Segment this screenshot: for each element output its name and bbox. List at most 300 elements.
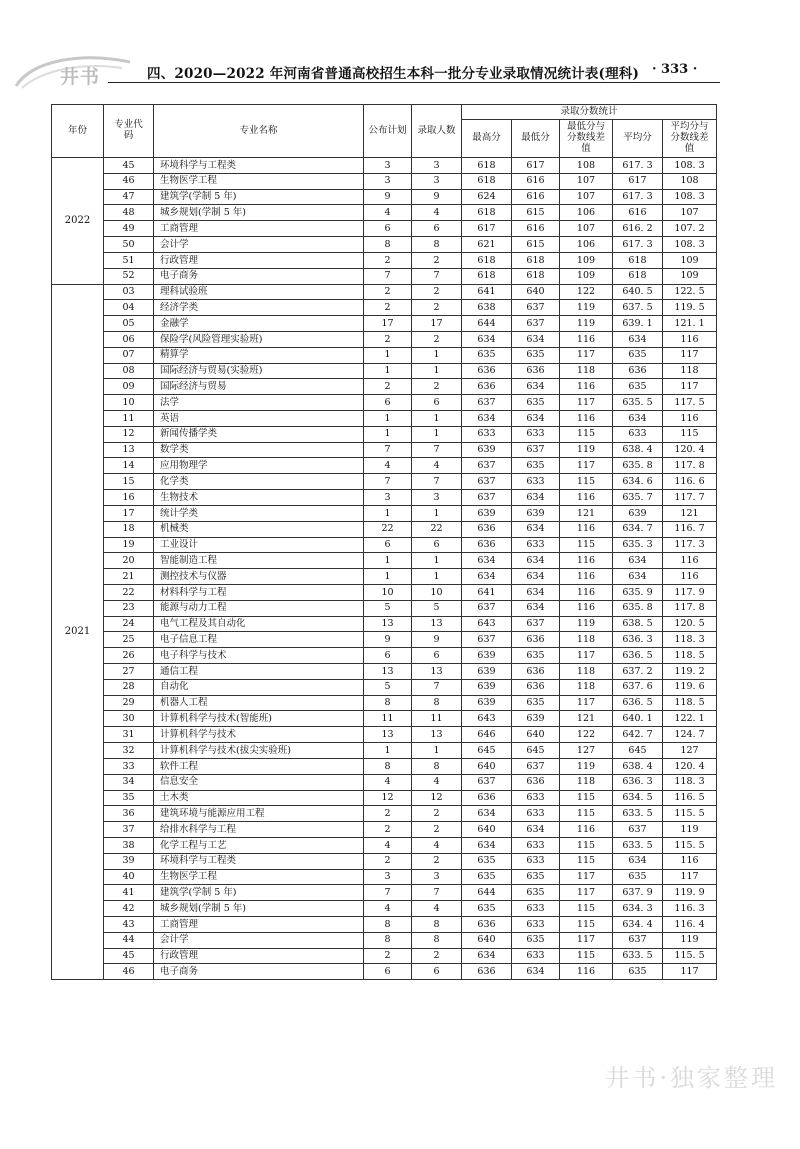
major-name: 经济学类 xyxy=(154,300,364,316)
avg-score-diff: 109 xyxy=(663,252,717,268)
max-score: 621 xyxy=(462,237,512,253)
plan-count: 17 xyxy=(364,316,412,332)
major-code: 23 xyxy=(104,600,154,616)
avg-score-diff: 117. 9 xyxy=(663,584,717,600)
avg-score-diff: 108. 3 xyxy=(663,189,717,205)
avg-score-diff: 116. 3 xyxy=(663,901,717,917)
major-name: 工业设计 xyxy=(154,537,364,553)
min-score-diff: 116 xyxy=(560,411,613,427)
major-name: 机械类 xyxy=(154,521,364,537)
avg-score-diff: 117 xyxy=(663,379,717,395)
avg-score-diff: 127 xyxy=(663,743,717,759)
min-score-diff: 115 xyxy=(560,474,613,490)
plan-count: 8 xyxy=(364,695,412,711)
major-name: 生物医学工程 xyxy=(154,869,364,885)
max-score: 618 xyxy=(462,252,512,268)
table-row xyxy=(52,917,717,933)
admitted-count: 1 xyxy=(412,569,462,585)
plan-count: 12 xyxy=(364,790,412,806)
min-score: 636 xyxy=(512,363,560,379)
avg-score: 637 xyxy=(613,932,663,948)
major-name: 建筑环境与能源应用工程 xyxy=(154,806,364,822)
min-score-diff: 108 xyxy=(560,158,613,174)
major-name: 计算机科学与技术(拔尖实验班) xyxy=(154,743,364,759)
max-score: 637 xyxy=(462,774,512,790)
avg-score-diff: 116. 7 xyxy=(663,521,717,537)
major-code: 51 xyxy=(104,252,154,268)
major-code: 48 xyxy=(104,205,154,221)
avg-score-diff: 108. 3 xyxy=(663,237,717,253)
major-code: 12 xyxy=(104,426,154,442)
min-score-diff: 117 xyxy=(560,648,613,664)
major-code: 14 xyxy=(104,458,154,474)
admitted-count: 13 xyxy=(412,727,462,743)
major-name: 应用物理学 xyxy=(154,458,364,474)
plan-count: 8 xyxy=(364,917,412,933)
major-code: 22 xyxy=(104,584,154,600)
major-name: 会计学 xyxy=(154,932,364,948)
avg-score: 636. 3 xyxy=(613,774,663,790)
max-score: 634 xyxy=(462,837,512,853)
min-score-diff: 115 xyxy=(560,426,613,442)
major-name: 生物医学工程 xyxy=(154,173,364,189)
admitted-count: 3 xyxy=(412,869,462,885)
major-code: 06 xyxy=(104,331,154,347)
plan-count: 3 xyxy=(364,869,412,885)
avg-score: 634 xyxy=(613,331,663,347)
plan-count: 11 xyxy=(364,711,412,727)
plan-count: 2 xyxy=(364,284,412,300)
plan-count: 5 xyxy=(364,679,412,695)
min-score: 637 xyxy=(512,300,560,316)
major-code: 35 xyxy=(104,790,154,806)
major-name: 保险学(风险管理实验班) xyxy=(154,331,364,347)
avg-score: 637. 2 xyxy=(613,664,663,680)
admitted-count: 6 xyxy=(412,221,462,237)
admitted-count: 4 xyxy=(412,205,462,221)
major-name: 国际经济与贸易(实验班) xyxy=(154,363,364,379)
major-name: 行政管理 xyxy=(154,252,364,268)
min-score: 634 xyxy=(512,569,560,585)
avg-score: 635. 7 xyxy=(613,490,663,506)
admitted-count: 6 xyxy=(412,537,462,553)
min-score: 640 xyxy=(512,727,560,743)
header-min-diff: 最低分与分数线差值 xyxy=(560,120,613,158)
min-score: 635 xyxy=(512,458,560,474)
table-row xyxy=(52,569,717,585)
min-score: 634 xyxy=(512,331,560,347)
avg-score: 635. 3 xyxy=(613,537,663,553)
plan-count: 1 xyxy=(364,363,412,379)
major-code: 16 xyxy=(104,490,154,506)
major-name: 金融学 xyxy=(154,316,364,332)
max-score: 640 xyxy=(462,932,512,948)
major-name: 智能制造工程 xyxy=(154,553,364,569)
plan-count: 6 xyxy=(364,964,412,980)
major-code: 10 xyxy=(104,395,154,411)
max-score: 633 xyxy=(462,426,512,442)
major-name: 城乡规划(学制 5 年) xyxy=(154,901,364,917)
admitted-count: 13 xyxy=(412,664,462,680)
admitted-count: 3 xyxy=(412,490,462,506)
avg-score: 634 xyxy=(613,553,663,569)
avg-score-diff: 117. 8 xyxy=(663,600,717,616)
avg-score-diff: 121. 1 xyxy=(663,316,717,332)
min-score: 633 xyxy=(512,948,560,964)
avg-score-diff: 116 xyxy=(663,853,717,869)
major-code: 05 xyxy=(104,316,154,332)
min-score-diff: 118 xyxy=(560,363,613,379)
min-score-diff: 121 xyxy=(560,505,613,521)
avg-score-diff: 120. 5 xyxy=(663,616,717,632)
max-score: 639 xyxy=(462,648,512,664)
max-score: 636 xyxy=(462,363,512,379)
min-score: 634 xyxy=(512,964,560,980)
table-row xyxy=(52,458,717,474)
min-score-diff: 115 xyxy=(560,537,613,553)
max-score: 637 xyxy=(462,458,512,474)
avg-score-diff: 117 xyxy=(663,347,717,363)
major-name: 城乡规划(学制 5 年) xyxy=(154,205,364,221)
major-code: 52 xyxy=(104,268,154,284)
avg-score-diff: 117. 3 xyxy=(663,537,717,553)
max-score: 641 xyxy=(462,284,512,300)
min-score: 633 xyxy=(512,537,560,553)
table-row xyxy=(52,426,717,442)
table-row xyxy=(52,648,717,664)
table-row xyxy=(52,395,717,411)
max-score: 634 xyxy=(462,331,512,347)
major-code: 46 xyxy=(104,964,154,980)
plan-count: 7 xyxy=(364,474,412,490)
major-code: 27 xyxy=(104,664,154,680)
avg-score-diff: 115. 5 xyxy=(663,806,717,822)
min-score: 633 xyxy=(512,806,560,822)
major-code: 30 xyxy=(104,711,154,727)
year-cell: 2022 xyxy=(52,158,104,285)
major-name: 环境科学与工程类 xyxy=(154,853,364,869)
min-score: 635 xyxy=(512,695,560,711)
min-score: 640 xyxy=(512,284,560,300)
min-score: 616 xyxy=(512,173,560,189)
avg-score: 638. 4 xyxy=(613,442,663,458)
min-score-diff: 118 xyxy=(560,679,613,695)
admitted-count: 7 xyxy=(412,268,462,284)
max-score: 634 xyxy=(462,411,512,427)
table-row xyxy=(52,869,717,885)
plan-count: 6 xyxy=(364,537,412,553)
max-score: 636 xyxy=(462,537,512,553)
table-row xyxy=(52,505,717,521)
avg-score-diff: 119. 2 xyxy=(663,664,717,680)
avg-score: 635 xyxy=(613,964,663,980)
avg-score-diff: 116 xyxy=(663,569,717,585)
avg-score: 637. 9 xyxy=(613,885,663,901)
min-score: 633 xyxy=(512,426,560,442)
table-row xyxy=(52,600,717,616)
admitted-count: 1 xyxy=(412,426,462,442)
major-code: 28 xyxy=(104,679,154,695)
avg-score-diff: 119. 5 xyxy=(663,300,717,316)
major-code: 32 xyxy=(104,743,154,759)
admitted-count: 4 xyxy=(412,837,462,853)
max-score: 636 xyxy=(462,790,512,806)
avg-score: 635 xyxy=(613,347,663,363)
min-score: 637 xyxy=(512,316,560,332)
min-score-diff: 116 xyxy=(560,490,613,506)
avg-score: 635. 8 xyxy=(613,458,663,474)
max-score: 639 xyxy=(462,679,512,695)
admitted-count: 1 xyxy=(412,553,462,569)
admitted-count: 2 xyxy=(412,284,462,300)
plan-count: 8 xyxy=(364,758,412,774)
max-score: 636 xyxy=(462,379,512,395)
table-row xyxy=(52,948,717,964)
plan-count: 1 xyxy=(364,743,412,759)
min-score: 633 xyxy=(512,790,560,806)
plan-count: 1 xyxy=(364,426,412,442)
admitted-count: 9 xyxy=(412,189,462,205)
avg-score-diff: 122. 5 xyxy=(663,284,717,300)
table-row xyxy=(52,806,717,822)
table-row xyxy=(52,774,717,790)
avg-score: 637. 6 xyxy=(613,679,663,695)
max-score: 637 xyxy=(462,632,512,648)
header-avg-diff: 平均分与分数线差值 xyxy=(663,120,717,158)
avg-score-diff: 116 xyxy=(663,553,717,569)
major-code: 19 xyxy=(104,537,154,553)
major-code: 17 xyxy=(104,505,154,521)
avg-score: 635 xyxy=(613,379,663,395)
avg-score-diff: 117. 7 xyxy=(663,490,717,506)
max-score: 639 xyxy=(462,695,512,711)
plan-count: 7 xyxy=(364,885,412,901)
header-avg: 平均分 xyxy=(613,120,663,158)
avg-score: 633. 5 xyxy=(613,806,663,822)
max-score: 637 xyxy=(462,474,512,490)
admitted-count: 2 xyxy=(412,300,462,316)
max-score: 635 xyxy=(462,901,512,917)
plan-count: 9 xyxy=(364,632,412,648)
max-score: 624 xyxy=(462,189,512,205)
max-score: 637 xyxy=(462,395,512,411)
table-row xyxy=(52,727,717,743)
plan-count: 2 xyxy=(364,252,412,268)
major-name: 行政管理 xyxy=(154,948,364,964)
avg-score: 618 xyxy=(613,252,663,268)
plan-count: 1 xyxy=(364,411,412,427)
max-score: 645 xyxy=(462,743,512,759)
min-score: 636 xyxy=(512,679,560,695)
min-score-diff: 119 xyxy=(560,300,613,316)
major-code: 03 xyxy=(104,284,154,300)
avg-score-diff: 119. 9 xyxy=(663,885,717,901)
header-plan: 公布计划 xyxy=(364,105,412,158)
major-code: 37 xyxy=(104,822,154,838)
min-score-diff: 116 xyxy=(560,822,613,838)
major-name: 土木类 xyxy=(154,790,364,806)
major-name: 建筑学(学制 5 年) xyxy=(154,885,364,901)
min-score-diff: 119 xyxy=(560,758,613,774)
major-name: 工商管理 xyxy=(154,221,364,237)
avg-score-diff: 119 xyxy=(663,822,717,838)
min-score-diff: 127 xyxy=(560,743,613,759)
avg-score-diff: 117. 8 xyxy=(663,458,717,474)
table-row xyxy=(52,521,717,537)
max-score: 618 xyxy=(462,158,512,174)
avg-score-diff: 118. 3 xyxy=(663,774,717,790)
admitted-count: 7 xyxy=(412,679,462,695)
avg-score: 638. 4 xyxy=(613,758,663,774)
avg-score: 633. 5 xyxy=(613,948,663,964)
major-code: 46 xyxy=(104,173,154,189)
avg-score: 616 xyxy=(613,205,663,221)
avg-score-diff: 115 xyxy=(663,426,717,442)
major-code: 39 xyxy=(104,853,154,869)
min-score: 618 xyxy=(512,252,560,268)
admitted-count: 6 xyxy=(412,395,462,411)
min-score: 637 xyxy=(512,758,560,774)
header-code: 专业代码 xyxy=(104,105,154,158)
min-score: 637 xyxy=(512,442,560,458)
min-score: 633 xyxy=(512,853,560,869)
major-name: 精算学 xyxy=(154,347,364,363)
plan-count: 7 xyxy=(364,442,412,458)
admitted-count: 2 xyxy=(412,853,462,869)
table-row xyxy=(52,616,717,632)
avg-score: 636. 5 xyxy=(613,648,663,664)
table-row xyxy=(52,221,717,237)
table-row xyxy=(52,347,717,363)
avg-score-diff: 122. 1 xyxy=(663,711,717,727)
table-row xyxy=(52,632,717,648)
min-score-diff: 117 xyxy=(560,458,613,474)
table-row xyxy=(52,189,717,205)
plan-count: 8 xyxy=(364,237,412,253)
min-score: 618 xyxy=(512,268,560,284)
admitted-count: 4 xyxy=(412,458,462,474)
plan-count: 3 xyxy=(364,490,412,506)
plan-count: 5 xyxy=(364,600,412,616)
plan-count: 8 xyxy=(364,932,412,948)
table-row xyxy=(52,837,717,853)
avg-score: 633. 5 xyxy=(613,837,663,853)
major-name: 计算机科学与技术 xyxy=(154,727,364,743)
avg-score-diff: 118. 5 xyxy=(663,695,717,711)
avg-score: 639 xyxy=(613,505,663,521)
table-row xyxy=(52,695,717,711)
admitted-count: 7 xyxy=(412,474,462,490)
avg-score: 636. 3 xyxy=(613,632,663,648)
admitted-count: 8 xyxy=(412,237,462,253)
major-code: 44 xyxy=(104,932,154,948)
min-score: 617 xyxy=(512,158,560,174)
min-score-diff: 107 xyxy=(560,173,613,189)
header-stats-group: 录取分数统计 xyxy=(462,105,717,120)
min-score-diff: 118 xyxy=(560,774,613,790)
major-code: 21 xyxy=(104,569,154,585)
major-code: 47 xyxy=(104,189,154,205)
min-score: 639 xyxy=(512,711,560,727)
table-row xyxy=(52,901,717,917)
major-code: 11 xyxy=(104,411,154,427)
plan-count: 4 xyxy=(364,837,412,853)
admitted-count: 7 xyxy=(412,885,462,901)
header-max: 最高分 xyxy=(462,120,512,158)
table-row xyxy=(52,158,717,174)
admitted-count: 1 xyxy=(412,505,462,521)
major-code: 43 xyxy=(104,917,154,933)
admitted-count: 6 xyxy=(412,648,462,664)
major-name: 统计学类 xyxy=(154,505,364,521)
admitted-count: 2 xyxy=(412,948,462,964)
major-name: 通信工程 xyxy=(154,664,364,680)
min-score: 635 xyxy=(512,885,560,901)
major-name: 工商管理 xyxy=(154,917,364,933)
admitted-count: 8 xyxy=(412,932,462,948)
major-code: 40 xyxy=(104,869,154,885)
header-year: 年份 xyxy=(52,105,104,158)
max-score: 641 xyxy=(462,584,512,600)
table-row xyxy=(52,822,717,838)
min-score: 616 xyxy=(512,221,560,237)
min-score: 634 xyxy=(512,822,560,838)
avg-score: 638. 5 xyxy=(613,616,663,632)
avg-score: 616. 2 xyxy=(613,221,663,237)
min-score: 635 xyxy=(512,869,560,885)
avg-score: 635. 8 xyxy=(613,600,663,616)
max-score: 634 xyxy=(462,806,512,822)
plan-count: 2 xyxy=(364,331,412,347)
min-score-diff: 115 xyxy=(560,837,613,853)
avg-score-diff: 107 xyxy=(663,205,717,221)
table-row xyxy=(52,252,717,268)
plan-count: 22 xyxy=(364,521,412,537)
avg-score-diff: 117. 5 xyxy=(663,395,717,411)
max-score: 635 xyxy=(462,853,512,869)
table-row xyxy=(52,300,717,316)
min-score-diff: 117 xyxy=(560,932,613,948)
plan-count: 6 xyxy=(364,648,412,664)
min-score-diff: 116 xyxy=(560,553,613,569)
plan-count: 4 xyxy=(364,901,412,917)
table-row xyxy=(52,885,717,901)
avg-score: 636. 5 xyxy=(613,695,663,711)
major-name: 国际经济与贸易 xyxy=(154,379,364,395)
table-row xyxy=(52,853,717,869)
min-score-diff: 122 xyxy=(560,284,613,300)
plan-count: 2 xyxy=(364,822,412,838)
min-score-diff: 117 xyxy=(560,869,613,885)
plan-count: 4 xyxy=(364,458,412,474)
plan-count: 2 xyxy=(364,379,412,395)
table-row xyxy=(52,331,717,347)
table-row xyxy=(52,790,717,806)
major-name: 环境科学与工程类 xyxy=(154,158,364,174)
avg-score-diff: 108 xyxy=(663,173,717,189)
major-code: 33 xyxy=(104,758,154,774)
major-code: 24 xyxy=(104,616,154,632)
min-score: 615 xyxy=(512,205,560,221)
table-row xyxy=(52,205,717,221)
major-code: 25 xyxy=(104,632,154,648)
major-code: 15 xyxy=(104,474,154,490)
admitted-count: 9 xyxy=(412,632,462,648)
avg-score-diff: 119. 6 xyxy=(663,679,717,695)
header-rule xyxy=(108,82,720,83)
max-score: 640 xyxy=(462,822,512,838)
avg-score: 635. 9 xyxy=(613,584,663,600)
